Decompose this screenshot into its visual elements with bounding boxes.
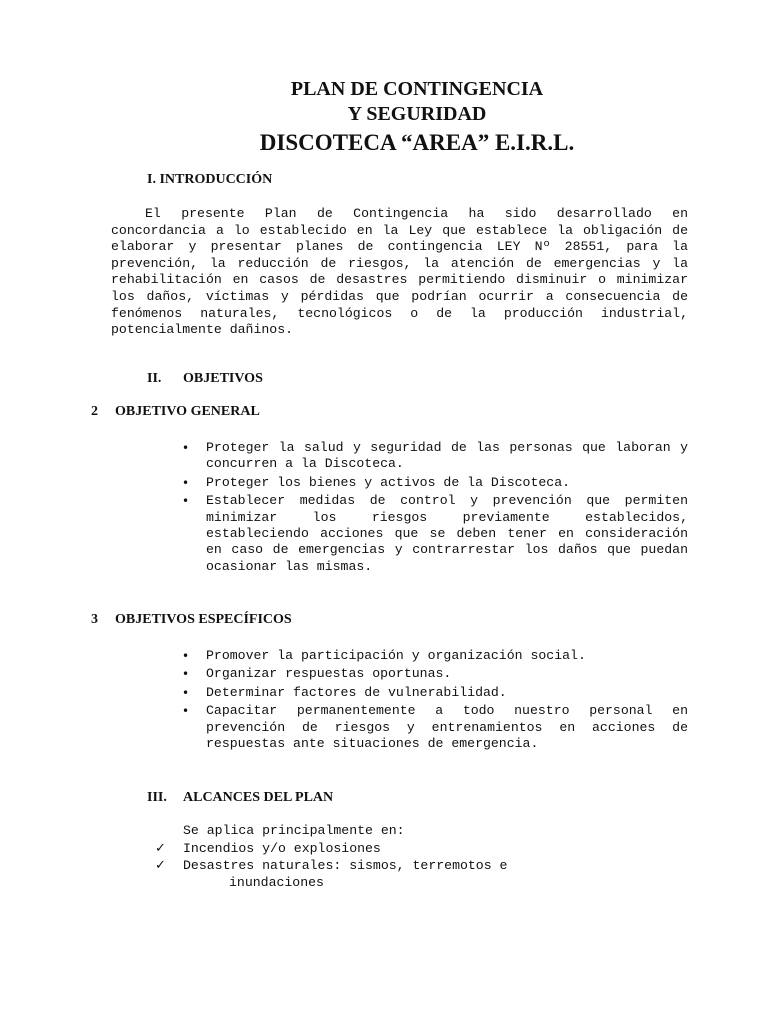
specific-objectives-title: OBJETIVOS ESPECÍFICOS xyxy=(115,612,292,627)
title-line-1: PLAN DE CONTINGENCIA xyxy=(290,78,544,100)
specific-objectives-heading xyxy=(91,612,292,628)
list-item: • Proteger la salud y seguridad de las personas que laboran y concurren a la Discoteca. xyxy=(182,440,688,472)
list-item: • Capacitar permanentemente a todo nuestro personal en prevención de riesgos y entrenamientos en acciones de respuestas ante situaciones de emergencia. xyxy=(182,703,688,752)
general-objective-heading xyxy=(91,404,260,420)
document-title xyxy=(0,77,768,158)
general-objective-list xyxy=(180,440,688,577)
bullet-icon: • xyxy=(182,704,190,719)
list-item: ✓ Desastres naturales: sismos, terremotos e inundaciones xyxy=(155,858,508,890)
specific-objectives-list xyxy=(180,648,688,754)
general-objective-title: OBJETIVO GENERAL xyxy=(115,404,260,419)
objectives-title: OBJETIVOS xyxy=(183,371,263,386)
checkmark-icon: ✓ xyxy=(155,841,166,856)
bullet-icon: • xyxy=(182,685,190,700)
list-item: • Promover la participación y organización social. xyxy=(182,648,586,663)
bullet-icon: • xyxy=(182,475,190,490)
intro-text: El presente Plan de Contingencia ha sido desarrollado en concordancia a lo establecido en la Ley que establece la obligación de elaborar y presentar planes de contingencia LEY Nº 28551, para la prevención, la reducción de riesgos, la atención de emergencias y la rehabilitación en casos de desastres permitiendo disminuir o minimizar los daños, víctimas y pérdidas que podrían ocurrir a consecuencia de fenómenos naturales, tecnológicos o de la producción industrial, potencialmente dañinos. xyxy=(111,206,688,338)
general-objective-number: 2 xyxy=(91,404,98,419)
list-item: • Proteger los bienes y activos de la Discoteca. xyxy=(182,474,571,490)
scope-heading xyxy=(147,790,333,806)
bullet-icon: • xyxy=(182,649,190,663)
list-item: • Establecer medidas de control y prevención que permiten minimizar los riesgos previamente establecidos, estableciendo acciones que se deben tener en consideración en caso de emergencias y contrarrestar los daños que puedan ocasionar las mismas. xyxy=(182,493,688,574)
bullet-icon: • xyxy=(182,494,190,509)
title-line-3: DISCOTECA “AREA” E.I.R.L. xyxy=(259,130,575,155)
intro-heading: I. INTRODUCCIÓN xyxy=(147,172,273,187)
list-item: • Organizar respuestas oportunas. xyxy=(182,666,452,682)
objectives-heading xyxy=(147,371,263,387)
scope-title: ALCANCES DEL PLAN xyxy=(183,790,334,805)
scope-list xyxy=(155,840,603,891)
title-line-2: Y SEGURIDAD xyxy=(347,103,487,125)
objectives-number: II. xyxy=(147,371,162,386)
scope-number: III. xyxy=(147,790,167,805)
checkmark-icon: ✓ xyxy=(155,858,166,873)
bullet-icon: • xyxy=(182,667,190,682)
scope-intro: Se aplica principalmente en: xyxy=(183,823,405,838)
specific-objectives-number: 3 xyxy=(91,612,98,627)
intro-paragraph xyxy=(111,206,688,339)
list-item: • Determinar factores de vulnerabilidad. xyxy=(182,684,507,700)
bullet-icon: • xyxy=(182,441,190,455)
list-item: ✓ Incendios y/o explosiones xyxy=(155,841,381,856)
